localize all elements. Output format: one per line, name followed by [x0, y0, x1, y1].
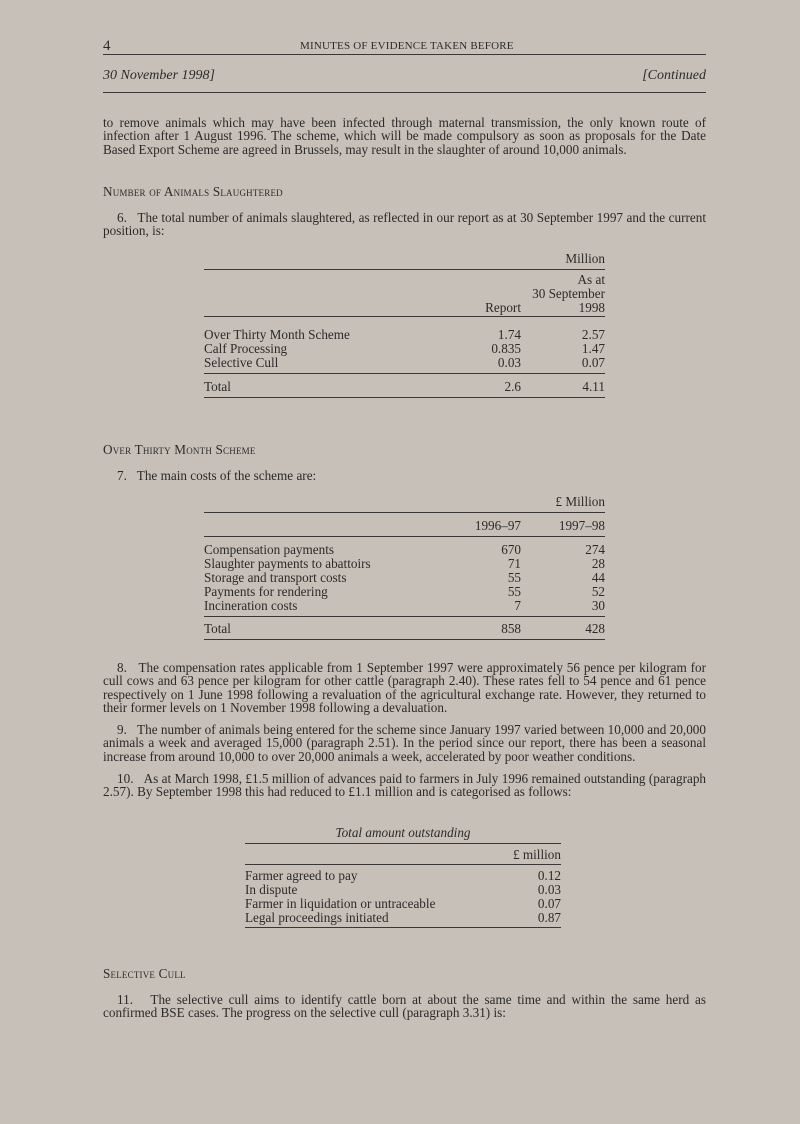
row-value: 55 [507, 584, 521, 599]
running-title: MINUTES OF EVIDENCE TAKEN BEFORE [300, 40, 514, 52]
col2-header: 1997–98 [558, 518, 605, 533]
paragraph-8 [103, 661, 706, 714]
para-number: 9. [117, 722, 127, 738]
table-row [204, 585, 605, 598]
header-rule [103, 54, 706, 55]
row-value: 2.6 [504, 379, 521, 394]
table-row [204, 599, 605, 612]
row-value: 44 [591, 570, 605, 585]
row-value: 0.07 [537, 895, 561, 911]
table-row [204, 571, 605, 584]
row-value: 2.57 [581, 327, 605, 342]
row-label: Farmer in liquidation or untraceable [245, 895, 436, 911]
intro-paragraph: to remove animals which may have been infected through maternal transmission, the only known route of infection after 1 August 1996. The scheme, which will be made compulsory as soon as proposals for the Date Based Export Scheme are agreed in Brussels, may result in the slaughter of around 10,000 animals. [103, 115, 706, 157]
paragraph-10 [103, 772, 706, 799]
section-heading-otms: Over Thirty Month Scheme [103, 442, 256, 457]
col2-header-line: 1998 [578, 300, 605, 315]
row-value: 0.03 [497, 355, 521, 370]
table-rule [204, 536, 605, 537]
row-value: 71 [507, 556, 521, 571]
row-value: 0.87 [537, 909, 561, 925]
section-heading-animals-slaughtered: Number of Animals Slaughtered [103, 184, 283, 199]
table-rule [204, 397, 605, 398]
table-rule [245, 927, 561, 928]
total-row [204, 622, 605, 635]
table-rule [204, 316, 605, 317]
row-value: 7 [514, 598, 521, 613]
row-label: Total [204, 621, 231, 636]
row-value: 1.47 [581, 341, 605, 356]
row-label: Legal proceedings initiated [245, 909, 389, 925]
col2-header-line: 30 September [532, 286, 605, 301]
row-value: 0.07 [581, 355, 605, 370]
table-rule [245, 864, 561, 865]
row-value: 28 [591, 556, 605, 571]
row-label: Storage and transport costs [204, 570, 347, 585]
row-label: Over Thirty Month Scheme [204, 327, 350, 342]
unit-label: Million [565, 251, 605, 266]
row-label: In dispute [245, 881, 298, 897]
row-label: Slaughter payments to abattoirs [204, 556, 371, 571]
row-value: 858 [501, 621, 521, 636]
para-number: 11. [117, 991, 133, 1007]
row-label: Total [204, 379, 231, 394]
page-number: 4 [103, 38, 111, 54]
para-text: The number of animals being entered for the scheme since January 1997 varied between 10,000 and 20,000 animals a week and averaged 15,000 (paragraph 2.51). In the period since our report, there has been a seasonal increase from around 10,000 to over 20,000 animals a week, accelerated by poor weather conditions. [103, 722, 706, 764]
row-value: 670 [501, 542, 521, 557]
paragraph-6 [103, 211, 706, 238]
table-row [204, 328, 605, 341]
col2-header-line: As at [577, 272, 605, 287]
unit-label: £ million [513, 846, 561, 862]
table-rule [245, 843, 561, 844]
para-number: 7. [117, 468, 127, 483]
row-value: 0.12 [537, 867, 561, 883]
table-row [245, 911, 561, 924]
para-number: 8. [117, 660, 127, 675]
row-value: 274 [585, 542, 605, 557]
para-number: 6. [117, 210, 127, 225]
row-value: 428 [585, 621, 605, 636]
table-row [204, 557, 605, 570]
row-value: 4.11 [582, 379, 605, 394]
row-label: Selective Cull [204, 355, 279, 370]
row-value: 0.835 [491, 341, 521, 356]
para-text: As at March 1998, £1.5 million of advances paid to farmers in July 1996 remained outstanding (paragraph 2.57). By September 1998 this had reduced to £1.1 million and is categorised as follows: [103, 771, 707, 800]
paragraph-9 [103, 723, 706, 763]
continued-label: [Continued [642, 68, 706, 83]
table-rule [204, 616, 605, 617]
scheme-costs-table [204, 494, 605, 644]
total-row [204, 380, 605, 393]
table-row [245, 883, 561, 896]
outstanding-amount-table [245, 825, 561, 931]
table-row [245, 869, 561, 882]
table-row [204, 342, 605, 355]
table-rule [204, 373, 605, 374]
paragraph-7 [103, 469, 706, 482]
row-value: 30 [591, 598, 605, 613]
animals-slaughtered-table [204, 248, 605, 410]
lower-content [103, 661, 706, 1028]
table-rule [204, 512, 605, 513]
header-rule-2 [103, 92, 706, 93]
row-label: Farmer agreed to pay [245, 867, 358, 883]
table-row [245, 897, 561, 910]
date-line: 30 November 1998] [103, 68, 215, 83]
table-rule [204, 639, 605, 640]
para-text: The compensation rates applicable from 1 September 1997 were approximately 56 pence per kilogram for cull cows and 63 pence per kilogram for other cattle (paragraph 2.40). These rates fell to 54 pence and 61 pence respectively on 1 June 1998 following a revaluation of the agricultural exchange rate. However, they returned to their former levels on 1 November 1998 following a devaluation. [103, 660, 707, 715]
section-heading-selective-cull: Selective Cull [103, 965, 186, 981]
col1-header: 1996–97 [474, 518, 521, 533]
para-number: 10. [117, 771, 134, 787]
row-value: 55 [507, 570, 521, 585]
table-rule [204, 269, 605, 270]
row-label: Payments for rendering [204, 584, 328, 599]
row-label: Compensation payments [204, 542, 335, 557]
table-row [204, 543, 605, 556]
row-label: Calf Processing [204, 341, 288, 356]
table-title: Total amount outstanding [335, 824, 471, 840]
table-row [204, 356, 605, 369]
para-text: The main costs of the scheme are: [136, 468, 317, 483]
unit-label: £ Million [555, 494, 605, 509]
para-text: The selective cull aims to identify cattle born at about the same time and within the same herd as confirmed BSE cases. The progress on the selective cull (paragraph 3.31) is: [103, 991, 706, 1020]
paragraph-11 [103, 993, 706, 1020]
col1-header: Report [485, 300, 521, 315]
row-value: 1.74 [497, 327, 521, 342]
para-text: The total number of animals slaughtered, as reflected in our report as at 30 September 1997 and the current position, is: [103, 210, 707, 239]
row-value: 52 [591, 584, 605, 599]
row-label: Incineration costs [204, 598, 298, 613]
row-value: 0.03 [537, 881, 561, 897]
